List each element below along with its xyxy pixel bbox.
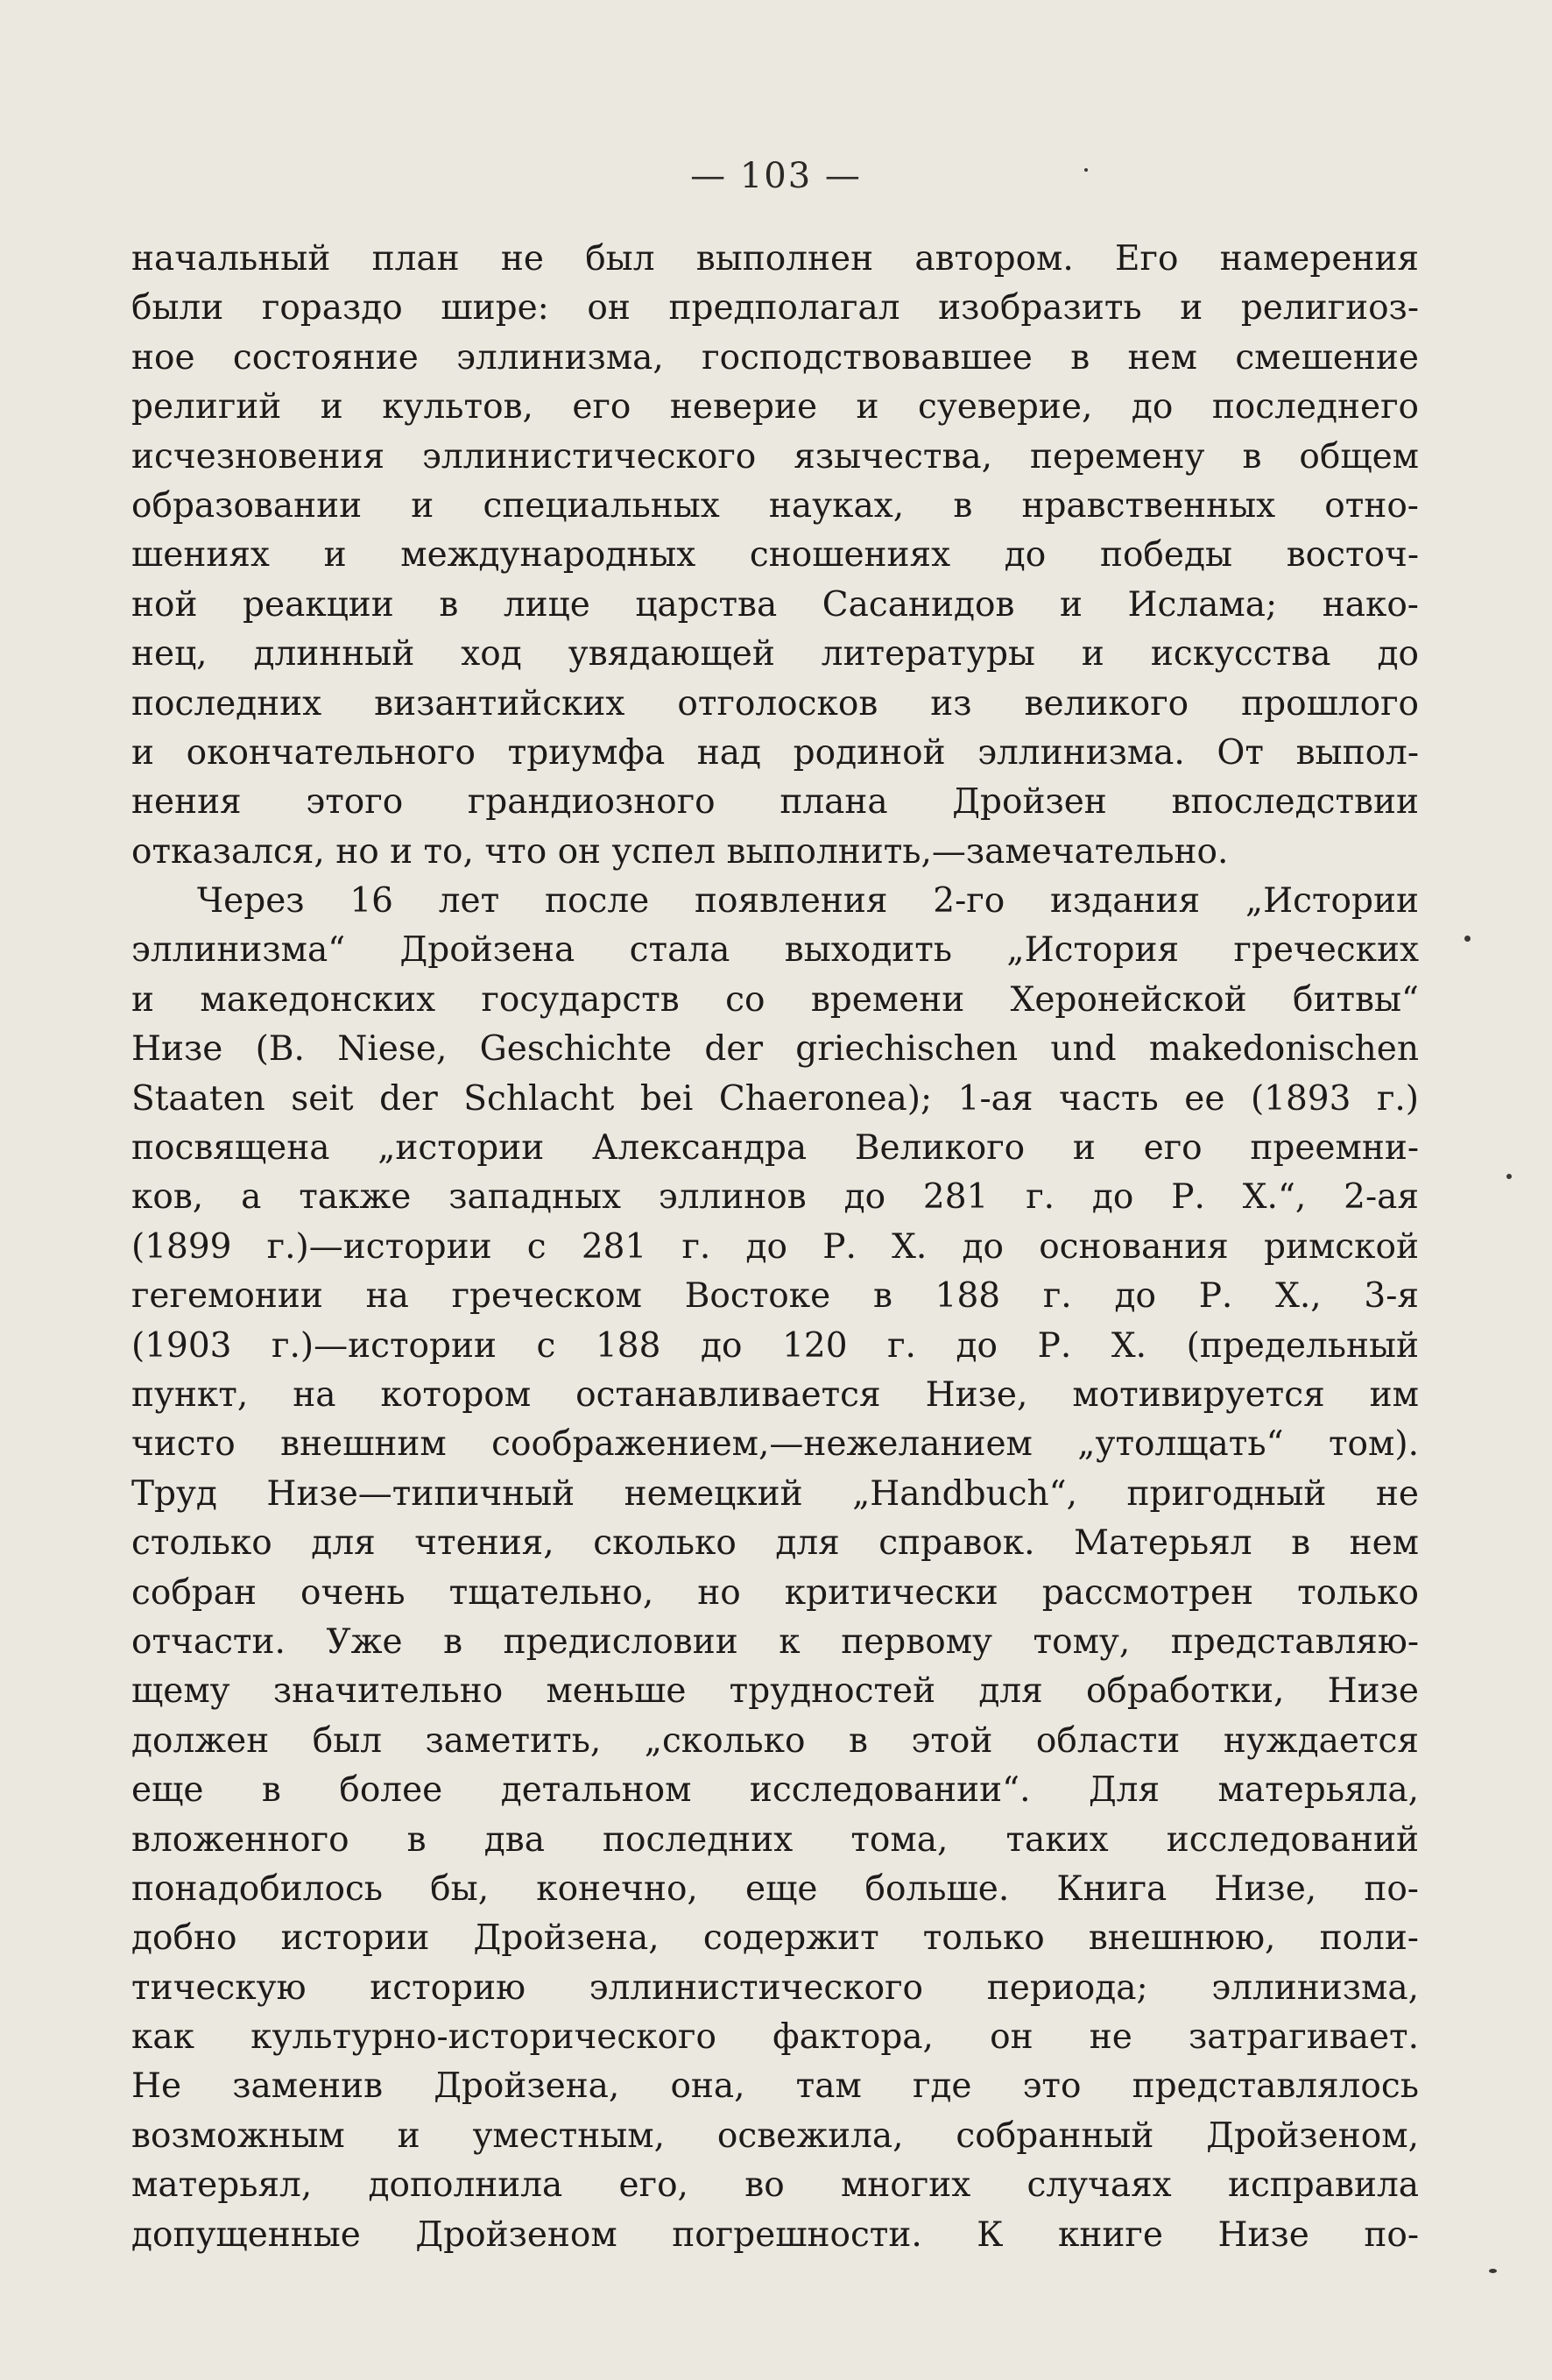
text-line: последних византийских отголосков из великого прошлого [131,683,1419,724]
text-line: собран очень тщательно, но критически рассмотрен только [131,1572,1419,1613]
text-line: посвящена „истории Александра Великого и его преемни- [131,1128,1419,1169]
text-line: как культурно-исторического фактора, он не затрагивает. [131,2017,1419,2058]
text-line: ков, а также западных эллинов до 281 г. до Р. Х.“, 2-ая [131,1177,1419,1218]
text-line: тическую историю эллинистического периода; эллинизма, [131,1967,1419,2008]
text-line: гегемонии на греческом Востоке в 188 г. до Р. Х., 3-я [131,1276,1419,1317]
page-number: — 103 — [690,156,862,196]
text-line: (1903 г.)—истории с 188 до 120 г. до Р. Х. (предельный [131,1325,1419,1366]
paper-speck [1489,2269,1497,2273]
text-line: образовании и специальных науках, в нравственных отно- [131,485,1419,526]
text-line: нец, длинный ход увядающей литературы и искусства до [131,634,1419,674]
text-line: и македонских государств со времени Херонейской битвы“ [131,979,1419,1020]
text-line: исчезновения эллинистического язычества, перемену в общем [131,436,1419,477]
text-line: ной реакции в лице царства Сасанидов и Ислама; нако- [131,584,1419,625]
text-line: еще в более детальном исследовании“. Для матерьяла, [131,1770,1419,1811]
text-line: возможным и уместным, освежила, собранный Дройзеном, [131,2115,1419,2156]
text-line: были гораздо шире: он предполагал изобразить и религиоз- [131,288,1419,328]
text-line: добно истории Дройзена, содержит только внешнюю, поли- [131,1918,1419,1959]
text-line: (1899 г.)—истории с 281 г. до Р. Х. до основания римской [131,1226,1419,1267]
text-line: чисто внешним соображением,—нежеланием „утолщать“ том). [131,1424,1419,1465]
text-line: отказался, но и то, что он успел выполнить,—замечательно. [131,831,1229,872]
text-line: понадобилось бы, конечно, еще больше. Книга Низе, по- [131,1868,1419,1909]
paper-speck [1506,1174,1512,1179]
text-line: религий и культов, его неверие и суеверие, до последнего [131,387,1419,427]
text-line: начальный план не был выполнен автором. Его намерения [131,239,1419,279]
paragraph-start-line: Через 16 лет после появления 2-го издания „Истории [197,881,1419,922]
text-line: ное состояние эллинизма, господствовавшее в нем смешение [131,337,1419,378]
text-line: пункт, на котором останавливается Низе, мотивируется им [131,1374,1419,1415]
text-line: нения этого грандиозного плана Дройзен впоследствии [131,782,1419,823]
text-line: матерьял, дополнила его, во многих случаях исправила [131,2165,1419,2206]
paper-speck [1084,168,1088,172]
paper-speck [1464,936,1471,942]
text-line: столько для чтения, сколько для справок. Матерьял в нем [131,1523,1419,1564]
text-line: Труд Низе—типичный немецкий „Handbuch“, пригодный не [131,1473,1419,1514]
text-line: и окончательного триумфа над родиной эллинизма. От выпол- [131,732,1419,773]
text-line: Staaten seit der Schlacht bei Chaeronea); 1-ая часть ее (1893 г.) [131,1078,1419,1119]
text-line: Низе (B. Niese, Geschichte der griechischen und makedonischen [131,1029,1419,1070]
text-line: Не заменив Дройзена, она, там где это представлялось [131,2066,1419,2107]
text-line: вложенного в два последних тома, таких исследований [131,1819,1419,1860]
body-text [131,235,1419,2260]
text-line: отчасти. Уже в предисловии к первому тому, представляю- [131,1621,1419,1662]
text-line: допущенные Дройзеном погрешности. К книге Низе по- [131,2214,1419,2255]
text-line: шениях и международных сношениях до победы восточ- [131,535,1419,576]
text-line: щему значительно меньше трудностей для обработки, Низе [131,1671,1419,1712]
text-line: должен был заметить, „сколько в этой области нуждается [131,1720,1419,1761]
text-line: эллинизма“ Дройзена стала выходить „История греческих [131,930,1419,971]
